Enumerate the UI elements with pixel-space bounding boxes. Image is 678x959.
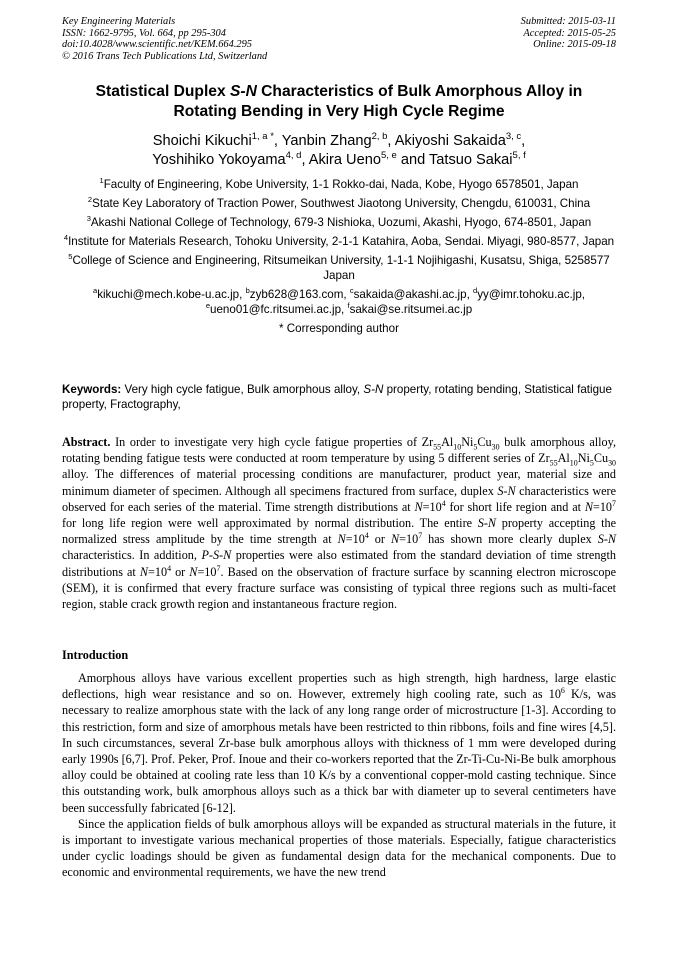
publication-dates — [521, 16, 616, 51]
online-date: Online: 2015-09-18 — [533, 39, 616, 51]
affiliation: $^4$Institute for Materials Research, Tohoku University, 2-1-1 Katahira, Aoba, Sendai. Miyagi, 980-8577, Japan — [63, 233, 615, 248]
author: Akiyoshi Sakaida$^{3, c}$, — [394, 131, 526, 149]
journal-name: Key Engineering Materials — [62, 16, 176, 27]
email-list: $^a$kikuchi@mech.kobe-u.ac.jp, $^b$zyb628@163.com, $^c$sakaida@akashi.ac.jp, $^d$yy@imr.tohoku.ac.jp, $^e$ueno01@fc.ritsumei.ac.jp, $^f$sakai@se.ritsumei.ac.jp — [92, 286, 586, 317]
paper-title: Statistical Duplex S-N Characteristics of Bulk Amorphous Alloy in Rotating Bending in Very High Cycle Regime — [95, 83, 583, 120]
email-link[interactable]: ueno01@fc.ritsumei.ac.jp, — [210, 303, 348, 317]
doi-line: doi:10.4028/www.scientific.net/KEM.664.295 — [62, 39, 252, 51]
email-link[interactable]: sakai@se.ritsumei.ac.jp — [349, 303, 473, 317]
copyright-line: © 2016 Trans Tech Publications Ltd, Switzerland — [62, 50, 268, 62]
author: Akira Ueno$^{5, e}$ and — [308, 149, 429, 168]
affiliation: $^1$Faculty of Engineering, Kobe University, 1-1 Rokko-dai, Nada, Kobe, Hyogo 6578501, Japan — [99, 176, 579, 191]
section-heading-introduction: Introduction — [62, 648, 129, 662]
email-link[interactable]: zyb628@163.com, — [249, 288, 350, 302]
introduction-body — [62, 670, 616, 881]
author: Tatsuo Sakai$^{5, f}$ — [428, 149, 526, 168]
affiliation-list — [62, 177, 616, 340]
affiliation: $^3$Akashi National College of Technology, 679-3 Nishioka, Uozumi, Akashi, Hyogo, 674-8501, Japan — [86, 214, 592, 229]
issn-line: ISSN: 1662-9795, Vol. 664, pp 295-304 — [62, 27, 226, 39]
paragraph: Since the application fields of bulk amorphous alloys will be expanded as structural materials in the future, it is important to investigate various mechanical properties of those materials. Especially, fatigue characteristics under cyclic loadings should be given as fundamental design data for the mechanical components. Due to economic and environmental requirements, we have the new trend — [62, 816, 616, 880]
author: Yoshihiko Yokoyama$^{4, d}$, — [152, 149, 309, 168]
author: Yanbin Zhang$^{2, b}$, — [281, 131, 395, 149]
abstract: Abstract. In order to investigate very high cycle fatigue properties of $Zr_{55}Al_{10}Ni_5Cu_{30}$ bulk amorphous alloy, rotating bending fatigue tests were conducted at room temperature by using 5 different series of $Zr_{55}Al_{10}Ni_5Cu_{30}$ alloy. The differences of material processing conditions are manufacturer, product year, material size and minimum diameter of specimen. Although all specimens fractured from surface, duplex S-N characteristics were observed for each series of the material. Time strength distributions at $N=10^4$ for short life region and at $N=10^7$ for long life region were well approximated by normal distribution. The entire S-N property accepting the normalized stress amplitude by the time strength at $N=10^4$ or $N=10^7$ has shown more clearly duplex S-N characteristics. In addition, P-S-N properties were also estimated from the standard deviation of time strength distributions at $N=10^4$ or $N=10^7$. Based on the observation of fracture surface by scanning electron microscope (SEM), it is confirmed that every fracture surface was consisting of typical three regions such as multi-facet region, stable crack growth region and instantaneous fracture region. — [62, 435, 617, 612]
affiliation: $^2$State Key Laboratory of Traction Power, Southwest Jiaotong University, Chengdu, 610031, China — [87, 195, 591, 210]
accepted-date: Accepted: 2015-05-25 — [523, 27, 616, 39]
email-link[interactable]: yy@imr.tohoku.ac.jp, — [477, 288, 586, 302]
paragraph: Amorphous alloys have various excellent properties such as high strength, high hardness, large elastic deflections, high wear resistance and so on. However, extremely high cooling rate, such as $10^6$ K/s, was necessary to realize amorphous state with the lack of any long range order of microstructure [1-3]. According to this restriction, form and size of amorphous metals have been restricted to thin ribbons, foils and fine wires [4,5]. In such circumstances, several Zr-base bulk amorphous alloys with thickness of 1 mm were developed during early 1990s [6,7]. Prof. Peker, Prof. Inoue and their co-workers reported that the Zr-Ti-Cu-Ni-Be bulk amorphous alloy could be obtained at cooling rate less than 10 K/s by a conventional copper-mold casting technique. Since this outstanding work, bulk amorphous alloys such as a thick bar with diameter up to several centimeters have been successfully fabricated [6-12]. — [62, 671, 616, 815]
journal-info — [62, 16, 267, 62]
author-list — [62, 132, 616, 169]
email-link[interactable]: kikuchi@mech.kobe-u.ac.jp, — [97, 288, 246, 302]
email-link[interactable]: sakaida@akashi.ac.jp, — [353, 288, 474, 302]
corresponding-author-note: * Corresponding author — [279, 322, 399, 336]
author: Shoichi Kikuchi$^{1, a *}$, — [152, 131, 282, 149]
keywords: Keywords: Very high cycle fatigue, Bulk amorphous alloy, S-N property, rotating bending, Statistical fatigue property, Fractography, — [62, 383, 612, 412]
affiliation: $^5$College of Science and Engineering, Ritsumeikan University, 1-1-1 Nojihigashi, Kusatsu, Shiga, 5258577 Japan — [68, 252, 610, 283]
submitted-date: Submitted: 2015-03-11 — [520, 16, 616, 27]
